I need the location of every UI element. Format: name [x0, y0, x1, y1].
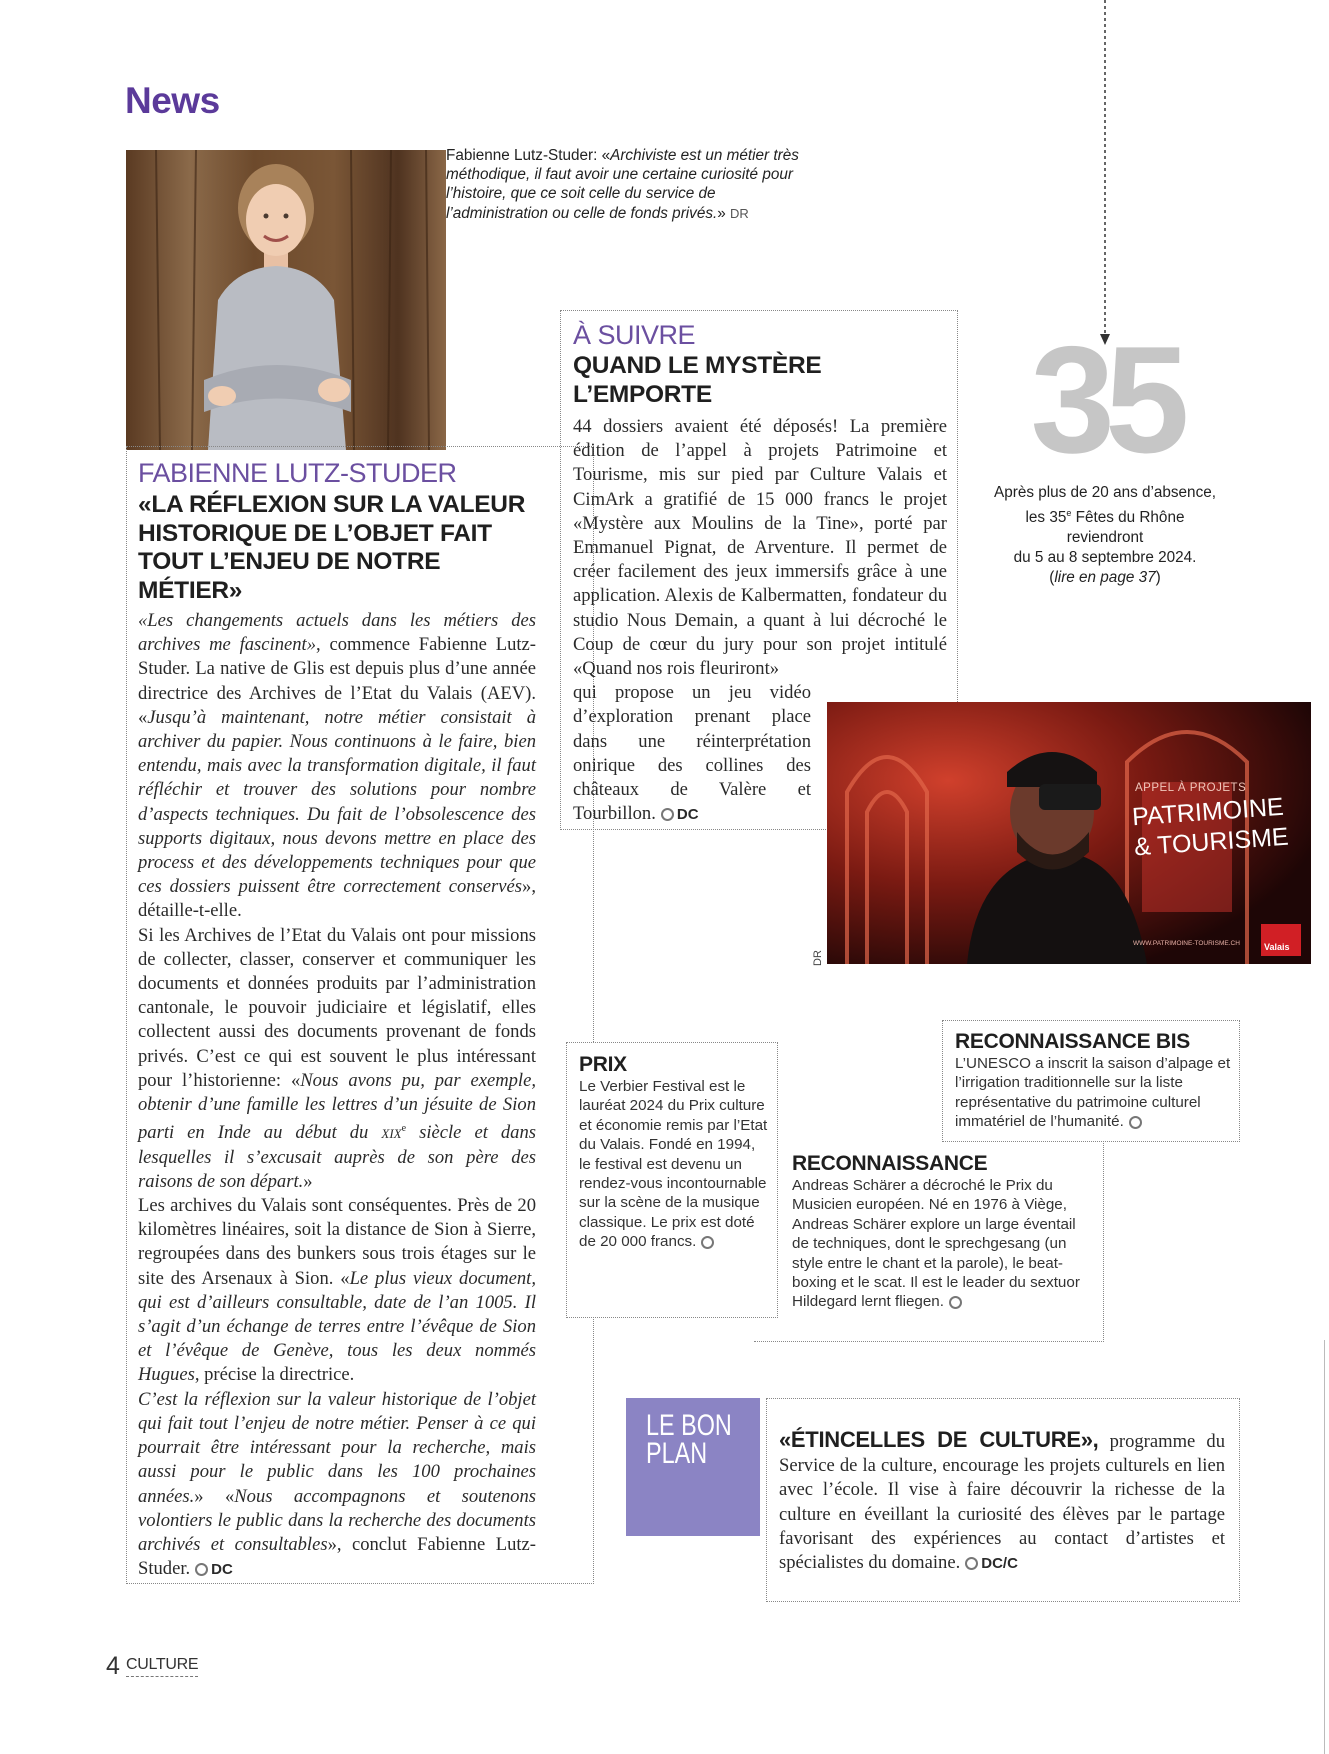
- credit-circle-icon: [965, 1557, 978, 1570]
- reconnaissance-bis-text: L’UNESCO a inscrit la saison d’alpage et l’irrigation traditionnelle sur la liste représentative du patrimoine culturel immatériel de l’humanité.: [955, 1055, 1231, 1131]
- reconnaissance-content: [792, 1152, 1082, 1312]
- a-suivre-headline: QUAND LE MYSTÈRE L’EMPORTE: [573, 352, 822, 408]
- valais-logo: [1261, 924, 1301, 956]
- bon-plan-lead: «ÉTINCELLES DE CULTURE»,: [779, 1427, 1099, 1452]
- bon-plan-credit: DC/C: [981, 1555, 1018, 1573]
- caption-credit: DR: [730, 205, 749, 221]
- main-paragraph-4: C’est la réflexion sur la valeur historique de l’objet qui fait tout l’enjeu de notre métier. Penser à ce qui pourrait être intéressant pour la recherche, mais aussi pour le public dans les 100 prochaines années.» «Nous accompagnons et soutenons volontiers le public dans la recherche des documents archivés et consultables», conclut Fabienne Lutz-Studer. DC: [138, 1388, 536, 1580]
- caption-quote: Archiviste est un métier très méthodique, il faut avoir une certaine curiosité pour l’histoire, que ce soit celle du service de l’administration ou celle de fonds privés.: [446, 147, 799, 222]
- main-body: [138, 609, 536, 1582]
- main-paragraph-3: Les archives du Valais sont conséquentes. Près de 20 kilomètres linéaires, soit la distance de Sion à Sierre, regroupées dans des bunkers sous trois étages sur le site des Arsenaux à Sion. «Le plus vieux document, qui est d’ailleurs consultable, date de l’an 1005. Il s’agit d’un échange de terres entre l’évêque de Sion et l’évêque de Genève, tous les deux nommés Hugues, précise la directrice.: [138, 1195, 536, 1386]
- main-paragraph-2: Si les Archives de l’Etat du Valais ont pour missions de collecter, classer, conserver et communiquer les documents et données produits par l’administration cantonale, le pouvoir judiciaire et législatif, elles collectent aussi des documents provenant de fonds privés. C’est ce qui est souvent le plus intéressant pour l’historienne: «Nous avons pu, par exemple, obtenir d’une famille les lettres d’un jésuite de Sion parti en Inde au début du xix$^e$ siècle et dans lesquelles il s’excusait auprès de son père des raisons de son départ.»: [138, 924, 537, 1192]
- a-suivre-text-bottom: qui propose un jeu vidéo d’exploration prenant place dans une réinterprétation onirique des collines des châteaux de Valère et Tourbillon. DC: [573, 682, 811, 825]
- prix-text: Le Verbier Festival est le lauréat 2024 du Prix culture et économie remis par l’Etat du Valais. Fondé en 1994, le festival est devenu un rendez-vous incontournable sur la scène de la musique classique. Le prix est doté de 20 000 francs.: [579, 1078, 768, 1251]
- vr-photo: [827, 702, 1311, 964]
- a-suivre-text-top: 44 dossiers avaient été déposés! La première édition de l’appel à projets Patrimoine et Tourisme, mis sur pied par Culture Valais et CimArk a gratifié de 15 000 francs le projet «Mystère aux Moulins de la Tine», porté par Emmanuel Pignat, de Arventure. Il permet de créer facilement des jeux immersifs grâce à une application. Alexis de Kalbermatten, fondateur du studio Nous Demain, a quant à lui décroché le Coup de cœur du jury pour son projet intitulé «Quand nos rois fleuriront»: [573, 416, 947, 680]
- vr-photo-url: WWW.PATRIMOINE-TOURISME.CH: [1133, 940, 1240, 947]
- folio-rule: [126, 1676, 198, 1680]
- figure-35-caption: [985, 483, 1225, 588]
- prix-title: PRIX: [579, 1053, 627, 1076]
- vr-photo-credit: DR: [812, 950, 824, 966]
- credit-circle-icon: [1129, 1116, 1142, 1129]
- reconnaissance-bis-content: [955, 1030, 1233, 1132]
- right-edge-rule: [1324, 1340, 1325, 1754]
- credit-circle-icon: [661, 808, 674, 821]
- reconnaissance-text: Andreas Schärer a décroché le Prix du Musicien européen. Né en 1976 à Viège, Andreas Schärer explore un large éventail de techniques, dont le sprechgesang (un style entre le chant et la parole), le beat-boxing et le scat. Il est le leader du sextuor Hildegard lernt fliegen.: [792, 1177, 1080, 1311]
- figure-35-line3: reviendront: [1066, 529, 1144, 547]
- portrait-photo-art: [126, 150, 446, 450]
- reconnaissance-bis-title: RECONNAISSANCE BIS: [955, 1030, 1190, 1053]
- main-credit: DC: [211, 1561, 233, 1579]
- figure-35-line4: du 5 au 8 septembre 2024.: [1013, 549, 1197, 567]
- portrait-photo: [126, 150, 446, 450]
- folio-number: 4: [106, 1652, 120, 1680]
- reconnaissance-title: RECONNAISSANCE: [792, 1152, 988, 1175]
- valais-logo-text: Valais: [1264, 942, 1290, 952]
- figure-35-line5: (lire en page 37): [1049, 569, 1161, 587]
- portrait-caption: [446, 146, 816, 223]
- credit-circle-icon: [195, 1563, 208, 1576]
- arrow-down-icon: [1095, 0, 1115, 352]
- a-suivre-kicker: À SUIVRE: [573, 320, 696, 350]
- bon-plan-text: «ÉTINCELLES DE CULTURE», programme du Service de la culture, encourage les projets culturels en lien avec l’école. Il vise à faire découvrir la richesse de la culture en éveillant la curiosité des élèves par le partage favorisant des expériences au contact d’artistes et spécialistes du domaine. DC/C: [779, 1427, 1225, 1574]
- a-suivre-credit: DC: [676, 806, 699, 824]
- vr-photo-overlay-line1: APPEL À PROJETS: [1135, 782, 1247, 794]
- bon-plan-label: [626, 1398, 760, 1536]
- main-paragraph-1: «Les changements actuels dans les métiers des archives me fascinent», commence Fabienne Lutz-Studer. La native de Glis est depuis plus d’une année directrice des Archives de l’Etat du Valais (AEV). «Jusqu’à maintenant, notre métier consistait à archiver du papier. Nous continuons à le faire, bien entendu, mais avec la transformation digitale, il faut réfléchir et trouver des solutions pour nombre d’aspects techniques. Du fait de l’obsolescence des supports digitaux, nous devons mettre en place des process et des développements techniques pour que ces dossiers puissent être correctement conservés», détaille-t-elle.: [138, 610, 536, 922]
- section-title: News: [125, 80, 220, 121]
- vr-photo-overlay-line2: PATRIMOINE: [1131, 792, 1285, 832]
- figure-35-line1: Après plus de 20 ans d’absence,: [994, 484, 1216, 501]
- prix-content: [579, 1052, 769, 1252]
- folio-label: CULTURE: [126, 1656, 199, 1673]
- caption-name: Fabienne Lutz-Studer: «: [446, 147, 611, 164]
- main-article: [138, 458, 536, 1582]
- main-headline: «LA RÉFLEXION SUR LA VALEUR HISTORIQUE DE L’OBJET FAIT TOUT L’ENJEU DE NOTRE MÉTIER»: [138, 491, 526, 604]
- figure-35-number: 35: [1030, 315, 1180, 485]
- credit-circle-icon: [701, 1236, 714, 1249]
- main-kicker: FABIENNE LUTZ-STUDER: [138, 458, 457, 488]
- bon-plan-label-text: LE BON PLAN: [646, 1409, 732, 1470]
- caption-close: »: [717, 204, 726, 222]
- credit-circle-icon: [949, 1296, 962, 1309]
- figure-35-line2: les 35e Fêtes du Rhône: [1025, 508, 1185, 527]
- vr-photo-overlay-line3: & TOURISME: [1133, 822, 1290, 862]
